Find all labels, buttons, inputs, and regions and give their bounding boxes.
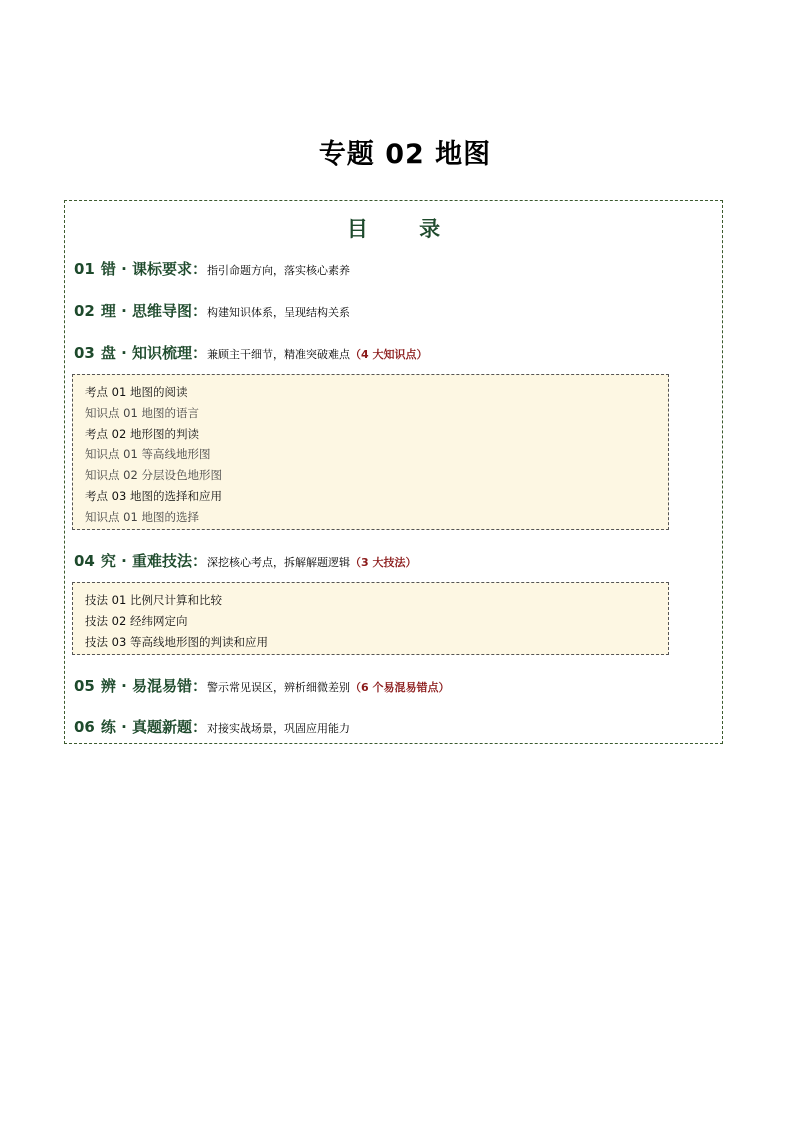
section-name: 错 · 课标要求： <box>100 260 208 278</box>
section-name: 辨 · 易混易错： <box>100 677 208 695</box>
section-count-close: ） <box>438 681 450 694</box>
section-name: 究 · 重难技法： <box>100 552 208 570</box>
toc-subitem[interactable]: 考点 02 地形图的判读 <box>85 426 199 441</box>
section-desc: 对接实战场景，巩固应用能力 <box>207 722 351 735</box>
section-number: 01 <box>74 260 95 278</box>
section-count-close: ） <box>405 556 417 569</box>
toc-subitem[interactable]: 知识点 01 等高线地形图 <box>85 447 211 462</box>
section-name: 理 · 思维导图： <box>100 302 208 320</box>
section-number: 06 <box>74 718 95 736</box>
section-count: 3 大技法 <box>361 556 406 569</box>
toc-subitem[interactable]: 技法 02 经纬网定向 <box>85 613 188 628</box>
section-count: 4 大知识点 <box>361 348 417 361</box>
section-name: 盘 · 知识梳理： <box>100 344 208 362</box>
techniques-box <box>72 582 669 655</box>
section-number: 02 <box>74 302 95 320</box>
toc-subitem[interactable]: 技法 03 等高线地形图的判读和应用 <box>85 634 268 649</box>
section-count-open: （ <box>350 556 362 569</box>
section-count-open: （ <box>350 348 362 361</box>
toc-section-01[interactable] <box>74 258 350 279</box>
section-desc: 构建知识体系，呈现结构关系 <box>207 306 351 319</box>
section-number: 03 <box>74 344 95 362</box>
section-name: 练 · 真题新题： <box>100 718 208 736</box>
section-desc: 警示常见误区，辨析细微差别 <box>207 681 351 694</box>
section-desc: 深挖核心考点，拆解解题逻辑 <box>207 556 351 569</box>
toc-heading: 目 录 <box>346 217 463 241</box>
section-count-open: （ <box>350 681 362 694</box>
toc-subitem[interactable]: 考点 01 地图的阅读 <box>85 385 188 399</box>
toc-subitem[interactable]: 知识点 01 地图的选择 <box>85 509 199 524</box>
section-desc: 指引命题方向，落实核心素养 <box>207 264 351 277</box>
toc-subitem[interactable]: 知识点 01 地图的语言 <box>85 405 199 420</box>
toc-subitem[interactable]: 考点 03 地图的选择和应用 <box>85 488 222 503</box>
toc-section-05[interactable] <box>74 675 450 696</box>
toc-section-06[interactable] <box>74 716 350 737</box>
section-number: 05 <box>74 677 95 695</box>
toc-section-03[interactable] <box>74 342 428 363</box>
section-count: 6 个易混易错点 <box>361 681 439 694</box>
toc-section-04[interactable] <box>74 550 417 571</box>
toc-subitem[interactable]: 技法 01 比例尺计算和比较 <box>85 593 222 607</box>
section-desc: 兼顾主干细节，精准突破难点 <box>207 348 351 361</box>
toc-section-02[interactable] <box>74 300 350 321</box>
section-number: 04 <box>74 552 95 570</box>
knowledge-points-box <box>72 374 669 530</box>
page-title: 专题 02 地图 <box>318 139 492 170</box>
table-of-contents <box>64 200 723 744</box>
toc-subitem[interactable]: 知识点 02 分层设色地形图 <box>85 468 222 483</box>
section-count-close: ） <box>416 348 428 361</box>
